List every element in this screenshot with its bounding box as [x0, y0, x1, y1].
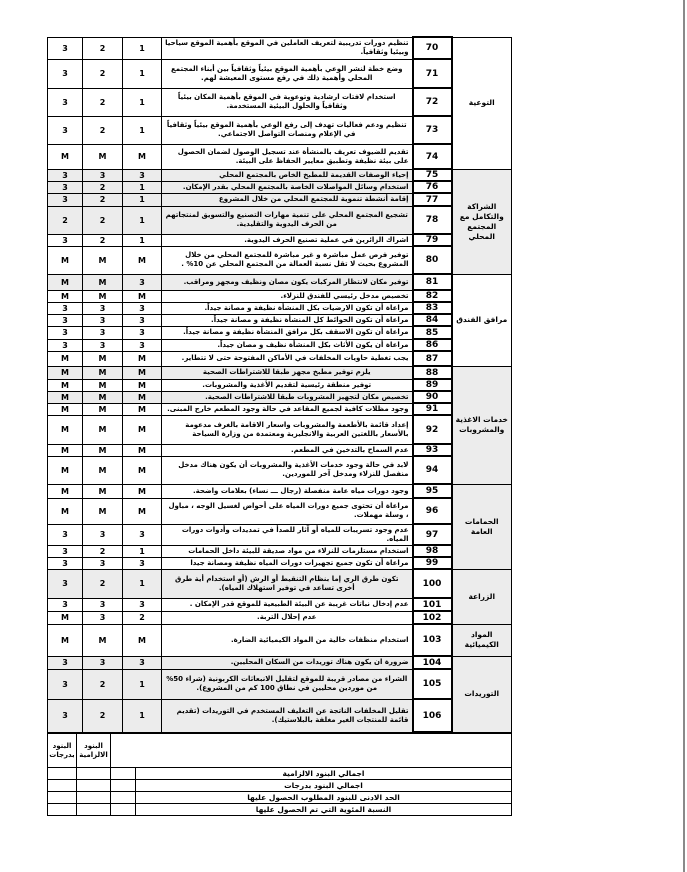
table-row — [48, 699, 512, 732]
score-cell: 3 — [48, 669, 83, 699]
score-cell: M — [48, 391, 83, 403]
summary-value-cell — [48, 780, 77, 792]
score-cell: 2 — [83, 699, 123, 732]
score-cell: 3 — [48, 699, 83, 732]
item-number-cell: 72 — [413, 88, 452, 116]
score-cell: 3 — [48, 169, 83, 181]
score-cell: M — [48, 611, 83, 624]
score-cell: M — [48, 379, 83, 391]
summary-value-cell — [111, 780, 136, 792]
category-cell: المواد الكيميائية — [452, 624, 512, 656]
score-cell: 3 — [48, 598, 83, 611]
score-cell: M — [48, 498, 83, 524]
score-cell: 3 — [48, 193, 83, 206]
item-number-cell: 85 — [413, 326, 452, 339]
table-row — [48, 403, 512, 415]
table-row — [48, 624, 512, 656]
category-cell: الحمامات العامة — [452, 484, 512, 569]
item-text-cell: تكون طرق الري إما بنظام التنقيط أو الرش (أو استخدام أية طرق أخرى تساعد في توفير استهلاك المياه). — [162, 569, 413, 598]
table-row — [48, 484, 512, 498]
item-text-cell: الشراء من مصادر قريبة للموقع لتقليل الانبعاثات الكربونية (شراء 50% من موردين محليين في نطاق 100 كم من المشروع). — [162, 669, 413, 699]
score-cell: M — [83, 366, 123, 379]
score-cell: 3 — [48, 326, 83, 339]
category-cell: التوريدات — [452, 656, 512, 732]
score-cell: 3 — [83, 656, 123, 669]
score-cell: 2 — [83, 206, 123, 234]
item-number-cell: 99 — [413, 557, 452, 569]
table-row — [48, 415, 512, 444]
item-text-cell: يجب تغطية حاويات المخلفات في الأماكن المفتوحة حتى لا تتطاير. — [162, 351, 413, 366]
score-cell: M — [48, 415, 83, 444]
score-cell: 1 — [123, 234, 162, 246]
item-text-cell: عدم إحلال التربة. — [162, 611, 413, 624]
score-cell: M — [48, 290, 83, 302]
score-cell: 3 — [48, 59, 83, 88]
score-cell: M — [123, 351, 162, 366]
table-row — [48, 144, 512, 169]
score-cell: 3 — [48, 302, 83, 314]
item-number-cell: 71 — [413, 59, 452, 88]
item-text-cell: إعداد قائمة بالأطعمة والمشروبات واسعار الاقامة بالغرف مدعومة بالأسعار باللغتين العربية والانجليزية ومعتمدة من وزارة السياحة — [162, 415, 413, 444]
score-cell: 1 — [123, 37, 162, 59]
table-row — [48, 444, 512, 456]
table-row — [48, 456, 512, 484]
score-cell: 2 — [48, 206, 83, 234]
score-cell: M — [123, 391, 162, 403]
table-row — [48, 274, 512, 290]
score-cell: 3 — [83, 302, 123, 314]
score-cell: M — [48, 366, 83, 379]
item-number-cell: 91 — [413, 403, 452, 415]
table-row — [48, 598, 512, 611]
table-row — [48, 290, 512, 302]
score-cell: M — [48, 484, 83, 498]
category-cell: التوعية — [452, 37, 512, 169]
table-row — [48, 351, 512, 366]
score-cell: 1 — [123, 88, 162, 116]
item-text-cell: مراعاة أن تكون الحوائط كل المنشأة نظيفة و مصانة جيداً. — [162, 314, 413, 326]
score-cell: 3 — [48, 314, 83, 326]
item-text-cell: استخدام لافتات ارشادية وتوعوية في الموقع بأهمية المكان بيئياً وثقافياً والحلول البيئية المستخدمة. — [162, 88, 413, 116]
score-cell: M — [83, 484, 123, 498]
score-cell: 3 — [48, 88, 83, 116]
item-number-cell: 101 — [413, 598, 452, 611]
totals-empty-cell — [111, 734, 512, 768]
item-number-cell: 82 — [413, 290, 452, 302]
item-text-cell: اشراك الزائرين في عملية تصنيع الحرف اليدوية. — [162, 234, 413, 246]
item-number-cell: 98 — [413, 545, 452, 557]
item-text-cell: إحياء الوصفات القديمة للمطبخ الخاص بالمجتمع المحلي — [162, 169, 413, 181]
score-cell: 3 — [48, 545, 83, 557]
score-cell: M — [123, 290, 162, 302]
summary-value-cell — [48, 768, 77, 780]
summary-row — [48, 780, 512, 792]
table-row — [48, 206, 512, 234]
summary-row — [48, 792, 512, 804]
summary-value-cell — [77, 804, 111, 816]
score-cell: M — [48, 456, 83, 484]
score-cell: 2 — [83, 545, 123, 557]
item-number-cell: 70 — [413, 37, 452, 59]
score-cell: 3 — [83, 326, 123, 339]
score-cell: 2 — [83, 116, 123, 144]
item-text-cell: تقديم للضيوف تعريف بالمنشأة عند تسجيل الوصول لضمان الحصول على بيئة نظيفة وتطبيق معايير الحفاظ على البيئة. — [162, 144, 413, 169]
score-cell: M — [123, 498, 162, 524]
item-text-cell: عدم إدخال نباتات غريبة عن البيئة الطبيعية للموقع قدر الإمكان . — [162, 598, 413, 611]
score-cell: 3 — [123, 314, 162, 326]
table-row — [48, 59, 512, 88]
score-cell: M — [83, 444, 123, 456]
table-row — [48, 366, 512, 379]
item-text-cell: تشجيع المجتمع المحلي على تنمية مهارات التصنيع والتسويق لمنتجاتهم من الحرف اليدوية والتقليدية. — [162, 206, 413, 234]
score-cell: 1 — [123, 181, 162, 193]
table-row — [48, 193, 512, 206]
score-cell: 3 — [83, 169, 123, 181]
score-cell: 3 — [123, 557, 162, 569]
score-cell: M — [83, 144, 123, 169]
totals-table — [47, 733, 512, 816]
totals-header-row — [48, 734, 512, 768]
score-cell: M — [83, 246, 123, 274]
item-number-cell: 106 — [413, 699, 452, 732]
table-row — [48, 498, 512, 524]
table-row — [48, 234, 512, 246]
item-text-cell: مراعاة أن تكون جميع تجهيزات دورات المياه نظيفة ومصانة جيدا — [162, 557, 413, 569]
score-cell: 3 — [83, 598, 123, 611]
category-cell: خدمات الاغذية والمشروبات — [452, 366, 512, 484]
score-cell: M — [48, 274, 83, 290]
table-row — [48, 302, 512, 314]
score-cell: 3 — [123, 524, 162, 545]
score-cell: M — [83, 498, 123, 524]
checklist-table — [47, 36, 512, 733]
score-cell: 3 — [48, 339, 83, 351]
score-cell: M — [83, 274, 123, 290]
score-cell: M — [123, 456, 162, 484]
summary-label: اجمالي البنود الالزامية — [136, 768, 512, 780]
score-cell: 1 — [123, 669, 162, 699]
table-row — [48, 569, 512, 598]
item-number-cell: 75 — [413, 169, 452, 181]
score-cell: 3 — [48, 656, 83, 669]
score-cell: 2 — [83, 88, 123, 116]
item-number-cell: 73 — [413, 116, 452, 144]
summary-value-cell — [77, 792, 111, 804]
checklist-body — [48, 37, 512, 732]
score-cell: M — [123, 144, 162, 169]
score-cell: 1 — [123, 59, 162, 88]
table-row — [48, 669, 512, 699]
score-cell: M — [123, 484, 162, 498]
item-number-cell: 102 — [413, 611, 452, 624]
score-cell: M — [83, 624, 123, 656]
score-cell: 3 — [123, 302, 162, 314]
item-number-cell: 92 — [413, 415, 452, 444]
score-cell: 1 — [123, 545, 162, 557]
page-edge-line — [683, 0, 685, 872]
score-cell: M — [123, 246, 162, 274]
item-number-cell: 87 — [413, 351, 452, 366]
category-cell: الزراعة — [452, 569, 512, 624]
score-cell: M — [83, 351, 123, 366]
item-text-cell: مراعاة أن تكون الاسقف بكل مرافق المنشأة نظيفة و مصانة جيداً. — [162, 326, 413, 339]
score-cell: 3 — [83, 524, 123, 545]
score-cell: 3 — [83, 557, 123, 569]
summary-row — [48, 768, 512, 780]
table-row — [48, 37, 512, 59]
item-number-cell: 81 — [413, 274, 452, 290]
checklist-area — [47, 36, 512, 816]
table-row — [48, 611, 512, 624]
item-text-cell: تنظيم ودعم فعاليات تهدف إلى رفع الوعي بأهمية الموقع بيئياً وثقافياً في الإعلام ومنصات التواصل الاجتماعي. — [162, 116, 413, 144]
item-number-cell: 105 — [413, 669, 452, 699]
item-number-cell: 95 — [413, 484, 452, 498]
item-number-cell: 86 — [413, 339, 452, 351]
item-text-cell: يلزم توفير مطبخ مجهز طبقا للاشتراطات الصحية — [162, 366, 413, 379]
item-text-cell: وضع خطة لنشر الوعي بأهمية الموقع بيئياً وثقافياً بين أبناء المجتمع المحلي وأهمية ذلك في رفع مستوى المعيشة لهم. — [162, 59, 413, 88]
table-row — [48, 557, 512, 569]
item-number-cell: 93 — [413, 444, 452, 456]
table-row — [48, 379, 512, 391]
item-text-cell: توفير منطقة رئيسية لتقديم الأغذية والمشروبات. — [162, 379, 413, 391]
score-cell: M — [123, 403, 162, 415]
table-row — [48, 314, 512, 326]
item-text-cell: استخدام وسائل المواصلات الخاصة بالمجتمع المحلي بقدر الإمكان. — [162, 181, 413, 193]
score-cell: 1 — [123, 116, 162, 144]
score-cell: 1 — [123, 699, 162, 732]
score-cell: M — [123, 415, 162, 444]
table-row — [48, 656, 512, 669]
score-cell: M — [123, 366, 162, 379]
score-cell: M — [48, 351, 83, 366]
item-number-cell: 89 — [413, 379, 452, 391]
item-text-cell: تخصيص مكان لتجهيز المشروبات طبقا للاشتراطات الصحية. — [162, 391, 413, 403]
summary-value-cell — [111, 792, 136, 804]
item-number-cell: 77 — [413, 193, 452, 206]
score-cell: M — [83, 415, 123, 444]
summary-label: اجمالي البنود بدرجات — [136, 780, 512, 792]
score-cell: 2 — [83, 569, 123, 598]
item-number-cell: 88 — [413, 366, 452, 379]
summary-value-cell — [111, 768, 136, 780]
score-cell: 3 — [48, 37, 83, 59]
score-cell: 3 — [48, 569, 83, 598]
item-text-cell: تنظيم دورات تدريبية لتعريف العاملين في الموقع بأهمية الموقع سياحيا وبيئيا وثقافياً. — [162, 37, 413, 59]
score-cell: M — [83, 456, 123, 484]
item-text-cell: تقليل المخلفات الناتجة عن التغليف المستخدم في التوريدات (تقديم قائمة للمنتجات الغير مغلفة بالبلاستيك). — [162, 699, 413, 732]
summary-value-cell — [111, 804, 136, 816]
score-cell: M — [83, 379, 123, 391]
score-cell: 2 — [83, 59, 123, 88]
item-number-cell: 97 — [413, 524, 452, 545]
score-cell: 3 — [123, 326, 162, 339]
score-cell: M — [48, 246, 83, 274]
table-row — [48, 246, 512, 274]
table-row — [48, 169, 512, 181]
table-row — [48, 116, 512, 144]
item-text-cell: استخدام منظفات خالية من المواد الكيميائية الضارة. — [162, 624, 413, 656]
summary-value-cell — [77, 780, 111, 792]
score-cell: M — [123, 379, 162, 391]
mandatory-items-header: البنود الالزامية — [77, 734, 111, 768]
score-cell: M — [48, 444, 83, 456]
item-text-cell: مراعاة أن تحتوى جميع دورات المياه على أحواض لغسيل الوجه ، مباول ، وسلة مهملات. — [162, 498, 413, 524]
item-text-cell: إقامة أنشطة تنموية للمجتمع المحلي من خلال المشروع — [162, 193, 413, 206]
score-cell: 1 — [123, 193, 162, 206]
score-cell: 3 — [48, 116, 83, 144]
score-cell: 3 — [48, 234, 83, 246]
score-cell: M — [123, 624, 162, 656]
score-cell: 3 — [123, 339, 162, 351]
score-cell: 3 — [83, 611, 123, 624]
table-row — [48, 524, 512, 545]
score-cell: 3 — [123, 169, 162, 181]
score-cell: 3 — [123, 598, 162, 611]
score-cell: 2 — [83, 181, 123, 193]
item-number-cell: 78 — [413, 206, 452, 234]
summary-value-cell — [48, 792, 77, 804]
score-cell: 3 — [83, 314, 123, 326]
score-cell: M — [123, 444, 162, 456]
item-text-cell: تخصيص مدخل رئيسي للفندق للنزلاء. — [162, 290, 413, 302]
item-number-cell: 103 — [413, 624, 452, 656]
item-text-cell: عدم وجود تسريبات للمياه أو آثار للصدأ في تمديدات وأدوات دورات المياه. — [162, 524, 413, 545]
score-cell: 2 — [83, 37, 123, 59]
item-text-cell: مراعاة أن يكون الأثاث بكل المنشأة نظيف و مصان جيداً. — [162, 339, 413, 351]
table-row — [48, 391, 512, 403]
score-cell: 3 — [123, 274, 162, 290]
score-cell: 3 — [48, 524, 83, 545]
score-cell: M — [48, 144, 83, 169]
score-cell: M — [83, 403, 123, 415]
summary-value-cell — [48, 804, 77, 816]
item-number-cell: 100 — [413, 569, 452, 598]
item-text-cell: توفير مكان لانتظار المركبات يكون مصان ونظيف ومجهز ومراقب. — [162, 274, 413, 290]
item-text-cell: ضرورة ان يكون هناك توريدات من السكان المحليين. — [162, 656, 413, 669]
score-cell: 3 — [48, 181, 83, 193]
score-cell: 2 — [83, 193, 123, 206]
item-text-cell: لابد في حالة وجود خدمات الأغذية والمشروبات أن يكون هناك مدخل منفصل للنزلاء ومدخل آخر للموردين. — [162, 456, 413, 484]
item-number-cell: 79 — [413, 234, 452, 246]
summary-label: الحد الادنى للبنود المطلوب الحصول عليها — [136, 792, 512, 804]
item-number-cell: 83 — [413, 302, 452, 314]
points-items-header: البنود بدرجات — [48, 734, 77, 768]
table-row — [48, 88, 512, 116]
score-cell: 2 — [123, 611, 162, 624]
score-cell: M — [83, 290, 123, 302]
item-number-cell: 76 — [413, 181, 452, 193]
table-row — [48, 181, 512, 193]
score-cell: 1 — [123, 206, 162, 234]
item-number-cell: 90 — [413, 391, 452, 403]
item-number-cell: 94 — [413, 456, 452, 484]
item-number-cell: 84 — [413, 314, 452, 326]
score-cell: M — [48, 624, 83, 656]
category-cell: الشراكة والتكامل مع المجتمع المحلي — [452, 169, 512, 274]
summary-value-cell — [77, 768, 111, 780]
item-text-cell: وجود مظلات كافية لجميع المقاعد في حالة وجود المطعم خارج المبنى. — [162, 403, 413, 415]
item-text-cell: وجود دورات مياه عامة منفصلة (رجال ـــ نساء) بعلامات واضحة. — [162, 484, 413, 498]
item-number-cell: 74 — [413, 144, 452, 169]
score-cell: 2 — [83, 234, 123, 246]
item-number-cell: 104 — [413, 656, 452, 669]
score-cell: M — [83, 391, 123, 403]
score-cell: 3 — [123, 656, 162, 669]
item-text-cell: عدم السماح بالتدخين في المطعم. — [162, 444, 413, 456]
item-number-cell: 96 — [413, 498, 452, 524]
score-cell: 3 — [48, 557, 83, 569]
item-number-cell: 80 — [413, 246, 452, 274]
summary-row — [48, 804, 512, 816]
table-row — [48, 545, 512, 557]
score-cell: 1 — [123, 569, 162, 598]
score-cell: M — [48, 403, 83, 415]
table-row — [48, 339, 512, 351]
item-text-cell: مراعاة أن تكون الارضيات بكل المنشأة نظيفة و مصانة جيداً. — [162, 302, 413, 314]
score-cell: 2 — [83, 669, 123, 699]
item-text-cell: استخدام مستلزمات للنزلاء من مواد صديقة للبيئة داخل الحمامات — [162, 545, 413, 557]
item-text-cell: توفير فرص عمل مباشرة و غير مباشرة للمجتمع المحلي من خلال المشروع بحيث لا تقل نسبة العمالة من المجتمع المحلي عن 10% . — [162, 246, 413, 274]
score-cell: 3 — [83, 339, 123, 351]
summary-label: النسبة المئوية التي تم الحصول عليها — [136, 804, 512, 816]
table-row — [48, 326, 512, 339]
category-cell: مرافق الفندق — [452, 274, 512, 366]
